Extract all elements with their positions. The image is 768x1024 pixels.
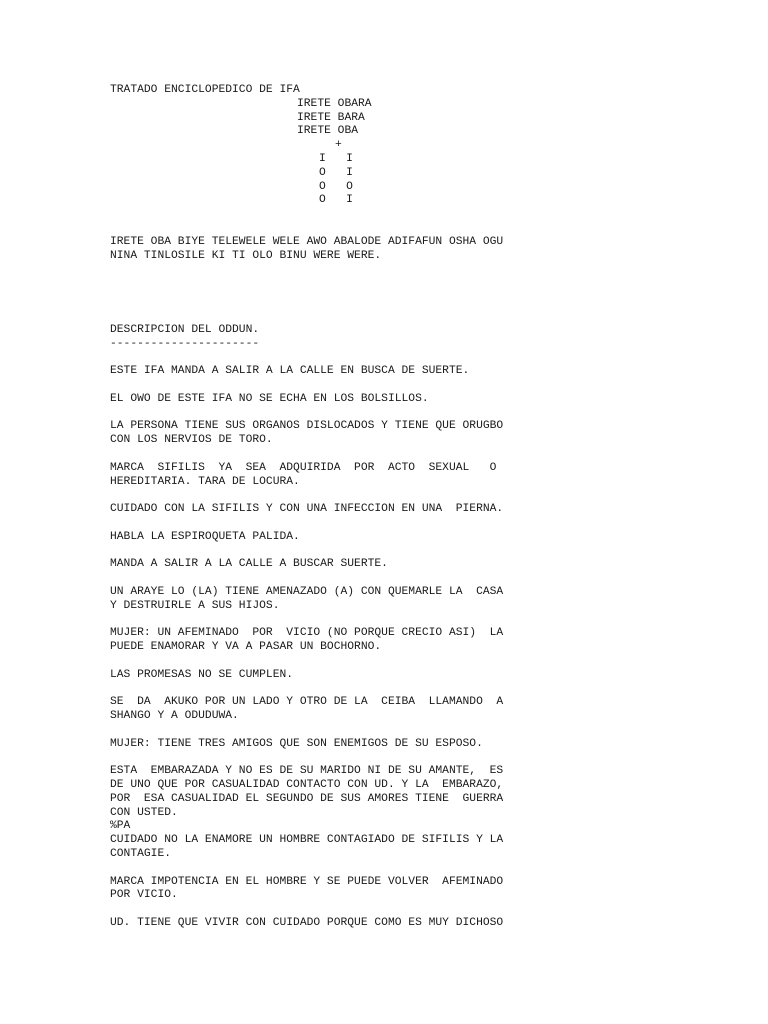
- paragraph-line: POR VICIO.: [110, 889, 178, 902]
- odu-mark-row: O O: [319, 180, 353, 193]
- odu-name-3: IRETE OBA: [297, 125, 359, 138]
- paragraph-list: [110, 365, 630, 931]
- paragraph-line: ESTE IFA MANDA A SALIR A LA CALLE EN BUSCA DE SUERTE.: [110, 365, 470, 378]
- paragraph-line: Y DESTRUIRLE A SUS HIJOS.: [110, 599, 280, 612]
- paragraph-line: CON LOS NERVIOS DE TORO.: [110, 434, 273, 447]
- rezo-line: NINA TINLOSILE KI TI OLO BINU WERE WERE.: [110, 249, 382, 262]
- odu-name-2: IRETE BARA: [297, 111, 365, 124]
- paragraph-line: PUEDE ENAMORAR Y VA A PASAR UN BOCHORNO.: [110, 641, 382, 654]
- paragraph-line: MARCA SIFILIS YA SEA ADQUIRIDA POR ACTO SEXUAL O: [110, 461, 497, 474]
- paragraph-line: CONTAGIE.: [110, 848, 172, 861]
- paragraph-line: MANDA A SALIR A LA CALLE A BUSCAR SUERTE.: [110, 558, 388, 571]
- paragraph-line: UD. TIENE QUE VIVIR CON CUIDADO PORQUE COMO ES MUY DICHOSO: [110, 917, 504, 930]
- paragraph-line: LAS PROMESAS NO SE CUMPLEN.: [110, 668, 294, 681]
- paragraph-line: SHANGO Y A ODUDUWA.: [110, 710, 239, 723]
- paragraph-line: %PA: [110, 820, 131, 833]
- paragraph-line: DE UNO QUE POR CASUALIDAD CONTACTO CON UD. Y LA EMBARAZO,: [110, 779, 504, 792]
- section-underline: ----------------------: [110, 337, 260, 350]
- paragraph-line: POR ESA CASUALIDAD EL SEGUNDO DE SUS AMORES TIENE GUERRA: [110, 792, 504, 805]
- paragraph-line: UN ARAYE LO (LA) TIENE AMENAZADO (A) CON QUEMARLE LA CASA: [110, 585, 504, 598]
- paragraph-line: LA PERSONA TIENE SUS ORGANOS DISLOCADOS Y TIENE QUE ORUGBO: [110, 420, 504, 433]
- paragraph-line: MUJER: UN AFEMINADO POR VICIO (NO PORQUE CRECIO ASI) LA: [110, 627, 504, 640]
- document-title: TRATADO ENCICLOPEDICO DE IFA: [110, 84, 300, 96]
- paragraph-line: ESTA EMBARAZADA Y NO ES DE SU MARIDO NI DE SU AMANTE, ES: [110, 765, 504, 778]
- paragraph-line: MUJER: TIENE TRES AMIGOS QUE SON ENEMIGOS DE SU ESPOSO.: [110, 737, 483, 750]
- paragraph-line: HEREDITARIA. TARA DE LOCURA.: [110, 475, 300, 488]
- paragraph-line: CUIDADO NO LA ENAMORE UN HOMBRE CONTAGIADO DE SIFILIS Y LA: [110, 834, 504, 847]
- paragraph-line: CON USTED.: [110, 806, 178, 819]
- paragraph-line: SE DA AKUKO POR UN LADO Y OTRO DE LA CEIBA LLAMANDO A: [110, 696, 504, 709]
- odu-mark-row: O I: [319, 194, 353, 207]
- paragraph-line: CUIDADO CON LA SIFILIS Y CON UNA INFECCION EN UNA PIERNA.: [110, 503, 504, 516]
- odu-mark-row: O I: [319, 166, 353, 179]
- paragraph-line: EL OWO DE ESTE IFA NO SE ECHA EN LOS BOLSILLOS.: [110, 392, 429, 405]
- document-page: [110, 84, 630, 931]
- odu-mark-row: I I: [319, 152, 353, 165]
- odu-sign-plus: +: [335, 139, 342, 152]
- odu-name-1: IRETE OBARA: [297, 97, 372, 110]
- paragraph-line: HABLA LA ESPIROQUETA PALIDA.: [110, 530, 300, 543]
- section-heading: DESCRIPCION DEL ODDUN.: [110, 323, 260, 336]
- rezo-line: IRETE OBA BIYE TELEWELE WELE AWO ABALODE ADIFAFUN OSHA OGU: [110, 235, 504, 248]
- paragraph-line: MARCA IMPOTENCIA EN EL HOMBRE Y SE PUEDE VOLVER AFEMINADO: [110, 875, 504, 888]
